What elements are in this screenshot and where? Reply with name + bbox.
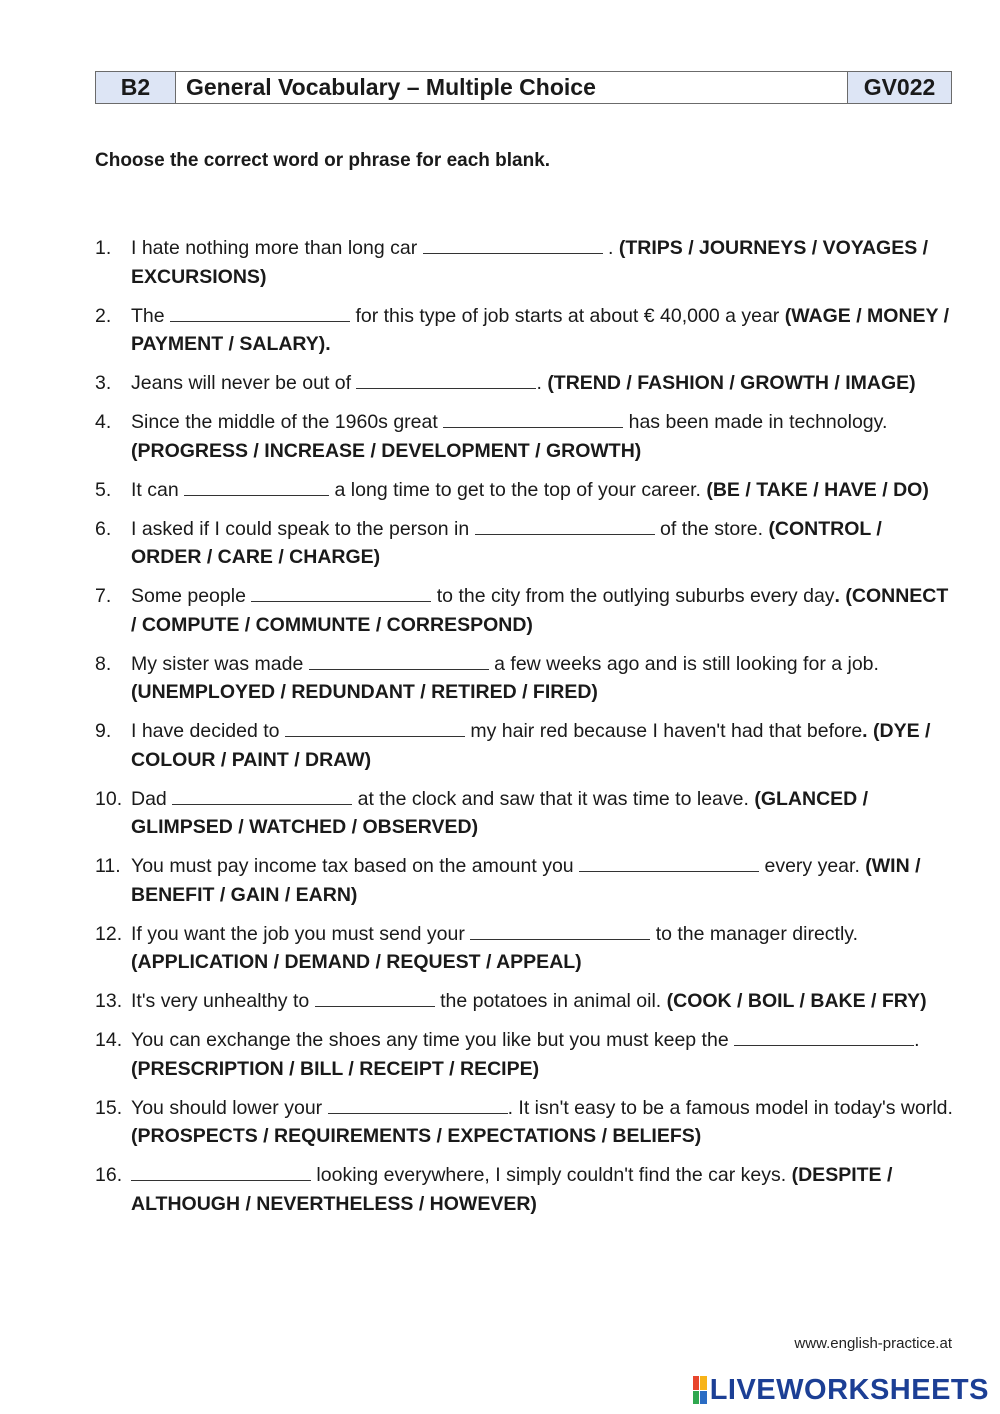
answer-options: (BE / TAKE / HAVE / DO) [706,478,929,501]
question-number: 14. [95,1029,123,1051]
question-item [95,1094,955,1151]
question-item [95,1161,955,1218]
question-number: 5. [95,478,112,501]
logo-square [700,1391,706,1405]
question-text: You should lower your [131,1096,328,1119]
question-item [95,852,955,909]
question-text: . [914,1029,920,1051]
question-text: the potatoes in animal oil. [434,990,667,1012]
question-item [95,302,955,359]
question-number: 4. [95,411,112,433]
question-number: 3. [95,372,112,394]
question-number: 1. [95,237,112,259]
question-text: to the manager directly. [650,922,859,945]
answer-options: (DESPITE / ALTHOUGH / NEVERTHELESS / HOWEVER) [131,1164,893,1215]
answer-blank[interactable] [470,921,650,940]
question-item [95,785,955,842]
logo-text: LIVEWORKSHEETS [709,1373,989,1406]
answer-options: (CONTROL / ORDER / CARE / CHARGE) [131,517,882,568]
question-text: Dad [131,787,173,810]
question-number: 9. [95,720,112,742]
question-number: 6. [95,517,112,540]
answer-blank[interactable] [443,409,623,428]
answer-options: (WAGE / MONEY / PAYMENT / SALARY). [131,304,950,355]
liveworksheets-logo [693,1372,989,1408]
question-text: for this type of job starts at about € 40,000 a year [350,304,785,327]
answer-options: (WIN / BENEFIT / GAIN / EARN) [131,855,921,906]
question-item [95,369,955,398]
question-text: every year. [759,855,866,877]
question-number: 16. [95,1164,123,1186]
question-item [95,408,955,465]
question-number: 2. [95,304,112,327]
question-item [95,515,955,572]
question-item [95,717,955,774]
question-item [95,987,955,1016]
question-number: 8. [95,652,112,675]
answer-blank[interactable] [309,651,489,670]
question-text: at the clock and saw that it was time to leave. [352,787,755,810]
answer-blank[interactable] [170,303,350,322]
instruction-text: Choose the correct word or phrase for each blank. [95,150,551,171]
question-text: has been made in technology. [623,411,888,433]
answer-options: . (CONNECT / COMPUTE / COMMUNTE / CORRESPOND) [131,585,949,636]
question-text: of the store. [654,517,769,540]
logo-square [700,1376,706,1390]
answer-blank[interactable] [131,1162,311,1181]
answer-blank[interactable] [734,1027,914,1046]
question-text: You can exchange the shoes any time you like but you must keep the [131,1029,735,1051]
question-number: 15. [95,1096,123,1119]
question-item [95,476,955,505]
answer-options: (PROGRESS / INCREASE / DEVELOPMENT / GROWTH) [131,439,642,462]
answer-blank[interactable] [285,718,465,737]
question-text: to the city from the outlying suburbs every day [431,585,835,607]
answer-blank[interactable] [172,786,352,805]
answer-blank[interactable] [251,583,431,602]
question-text: I asked if I could speak to the person in [131,517,475,540]
question-text: I have decided to [131,720,285,742]
question-text: You must pay income tax based on the amount you [131,855,580,877]
question-text: My sister was made [131,652,309,675]
answer-blank[interactable] [475,516,655,535]
question-text: Some people [131,585,252,607]
question-text: a long time to get to the top of your career. [329,478,707,501]
question-text: a few weeks ago and is still looking for a job. [488,652,879,675]
logo-mark-icon [693,1376,707,1404]
answer-options: (COOK / BOIL / BAKE / FRY) [666,990,927,1012]
answer-options: (APPLICATION / DEMAND / REQUEST / APPEAL) [131,951,582,973]
question-item [95,1026,955,1083]
question-text: Jeans will never be out of [131,372,357,394]
answer-blank[interactable] [579,853,759,872]
question-number: 13. [95,990,123,1012]
question-item [95,920,955,977]
answer-options: . (DYE / COLOUR / PAINT / DRAW) [131,720,931,771]
answer-blank[interactable] [356,370,536,389]
question-text: . [536,372,548,394]
answer-blank[interactable] [315,988,435,1007]
question-text: my hair red because I haven't had that before [464,720,863,742]
question-text: It can [131,478,185,501]
question-text: . [602,237,619,259]
worksheet-title: General Vocabulary – Multiple Choice [176,72,847,103]
question-text: . It isn't easy to be a famous model in today's world. [507,1096,953,1119]
answer-blank[interactable] [184,477,329,496]
answer-options: (PROSPECTS / REQUIREMENTS / EXPECTATIONS / BELIEFS) [131,1125,702,1147]
question-text: It's very unhealthy to [131,990,315,1012]
worksheet-header [95,71,952,104]
answer-options: (PRESCRIPTION / BILL / RECEIPT / RECIPE) [131,1057,540,1080]
answer-blank[interactable] [328,1095,508,1114]
question-text: Since the middle of the 1960s great [131,411,444,433]
answer-options: (TREND / FASHION / GROWTH / IMAGE) [547,372,916,394]
logo-square [693,1376,699,1390]
worksheet-code: GV022 [847,72,951,103]
question-text: I hate nothing more than long car [131,237,423,259]
question-list [95,234,955,1229]
question-item [95,582,955,639]
question-number: 7. [95,585,112,607]
question-text: looking everywhere, I simply couldn't find the car keys. [311,1164,792,1186]
answer-options: (UNEMPLOYED / REDUNDANT / RETIRED / FIRED) [131,681,598,703]
level-label: B2 [96,72,176,103]
question-text: If you want the job you must send your [131,922,471,945]
question-number: 10. [95,787,123,810]
question-number: 12. [95,922,123,945]
question-item [95,234,955,291]
answer-blank[interactable] [423,235,603,254]
source-url: www.english-practice.at [794,1335,952,1352]
question-text: The [131,304,171,327]
logo-square [693,1391,699,1405]
answer-options: (GLANCED / GLIMPSED / WATCHED / OBSERVED) [131,787,869,838]
question-item [95,650,955,707]
answer-options: (TRIPS / JOURNEYS / VOYAGES / EXCURSIONS) [131,237,929,288]
question-number: 11. [95,855,121,877]
